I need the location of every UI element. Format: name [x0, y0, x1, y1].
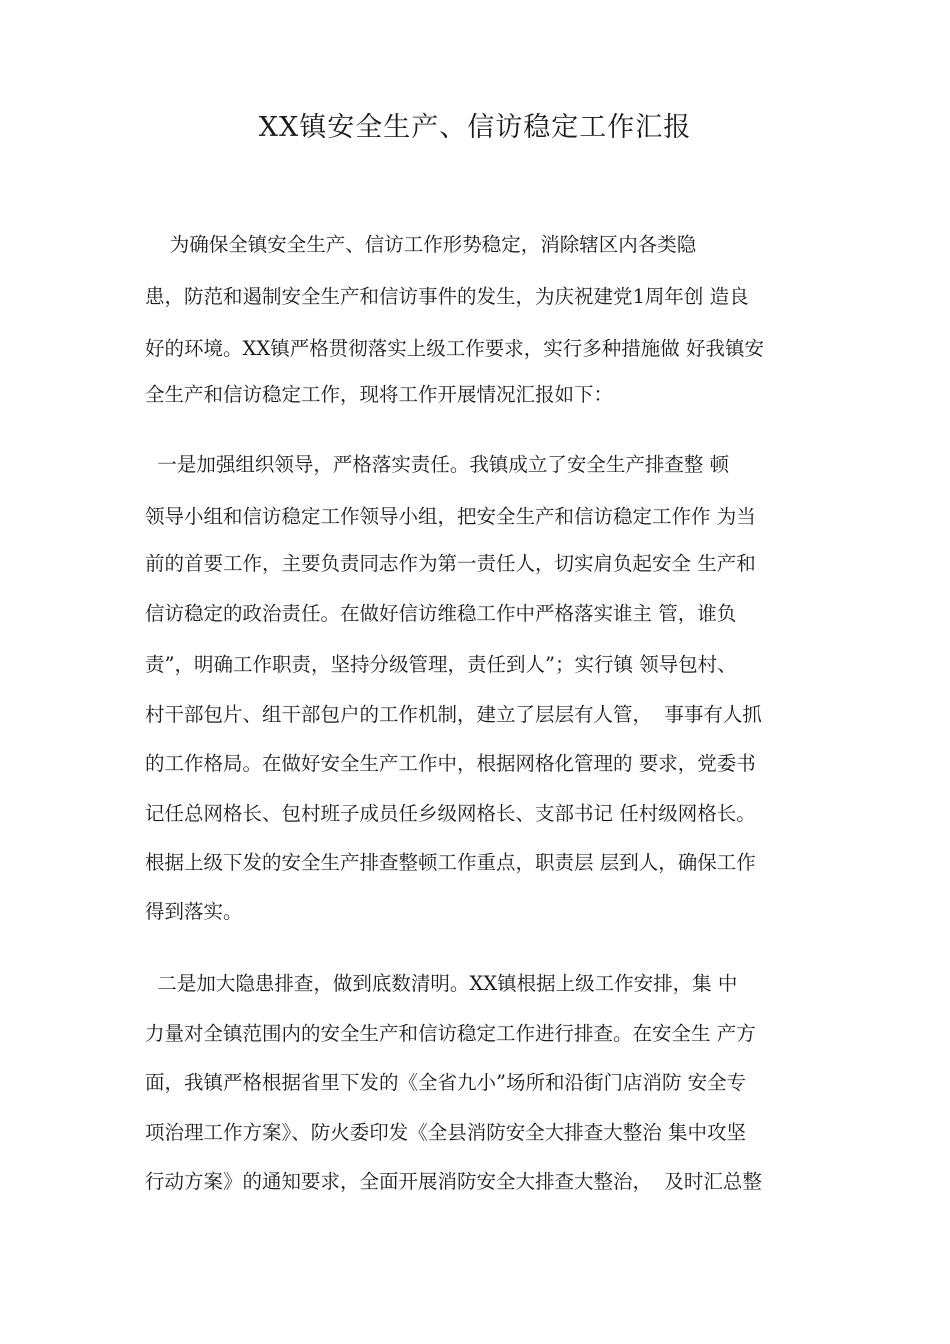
paragraph-1-line-4: 全生产和信访稳定工作，现将工作开展情况汇报如下： — [145, 383, 614, 406]
paragraph-1-line-3: 好的环境。XX镇严格贯彻落实上级工作要求，实行多种措施做 好我镇安 — [145, 337, 764, 360]
paragraph-3-line-5: 行动方案》的通知要求，全面开展消防安全大排查大整治， 及时汇总整 — [145, 1170, 762, 1193]
paragraph-2-line-6: 村干部包片、组干部包户的工作机制，建立了层层有人管， 事事有人抓 — [145, 703, 762, 726]
paragraph-3-line-1: 二是加大隐患排查，做到底数清明。XX镇根据上级工作安排，集 中 — [145, 972, 738, 995]
paragraph-2-line-1: 一是加强组织领导，严格落实责任。我镇成立了安全生产排查整 顿 — [145, 453, 730, 476]
paragraph-3-line-4: 项治理工作方案》、防火委印发《全县消防安全大排查大整治 集中攻坚 — [145, 1121, 746, 1144]
paragraph-2-line-9: 根据上级下发的安全生产排查整顿工作重点，职责层 层到人，确保工作 — [145, 851, 756, 874]
paragraph-2-line-5: 责”，明确工作职责，坚持分级管理，责任到人”；实行镇 领导包村、 — [145, 653, 737, 676]
paragraph-3-line-2: 力量对全镇范围内的安全生产和信访稳定工作进行排查。在安全生 产方 — [145, 1022, 756, 1045]
paragraph-2-line-8: 记任总网格长、包村班子成员任乡级网格长、支部书记 任村级网格长。 — [145, 802, 756, 825]
paragraph-3-line-3: 面，我镇严格根据省里下发的《全省九小”场所和沿街门店消防 安全专 — [145, 1071, 747, 1094]
paragraph-2-line-7: 的工作格局。在做好安全生产工作中，根据网格化管理的 要求，党委书 — [145, 752, 756, 775]
document-title: XX镇安全生产、信访稳定工作汇报 — [258, 112, 692, 143]
paragraph-2-line-10: 得到落实。 — [145, 900, 243, 923]
paragraph-2-line-3: 前的首要工作，主要负责同志作为第一责任人，切实肩负起安全 生产和 — [145, 552, 756, 575]
paragraph-1-line-1: 为确保全镇安全生产、信访工作形势稳定，消除辖区内各类隐 — [145, 233, 697, 256]
paragraph-2-line-2: 领导小组和信访稳定工作领导小组，把安全生产和信访稳定工作作 为当 — [145, 505, 756, 528]
paragraph-2-line-4: 信访稳定的政治责任。在做好信访维稳工作中严格落实谁主 管，谁负 — [145, 602, 737, 625]
paragraph-1-line-2: 患，防范和遏制安全生产和信访事件的发生，为庆祝建党1周年创 造良 — [145, 285, 749, 308]
